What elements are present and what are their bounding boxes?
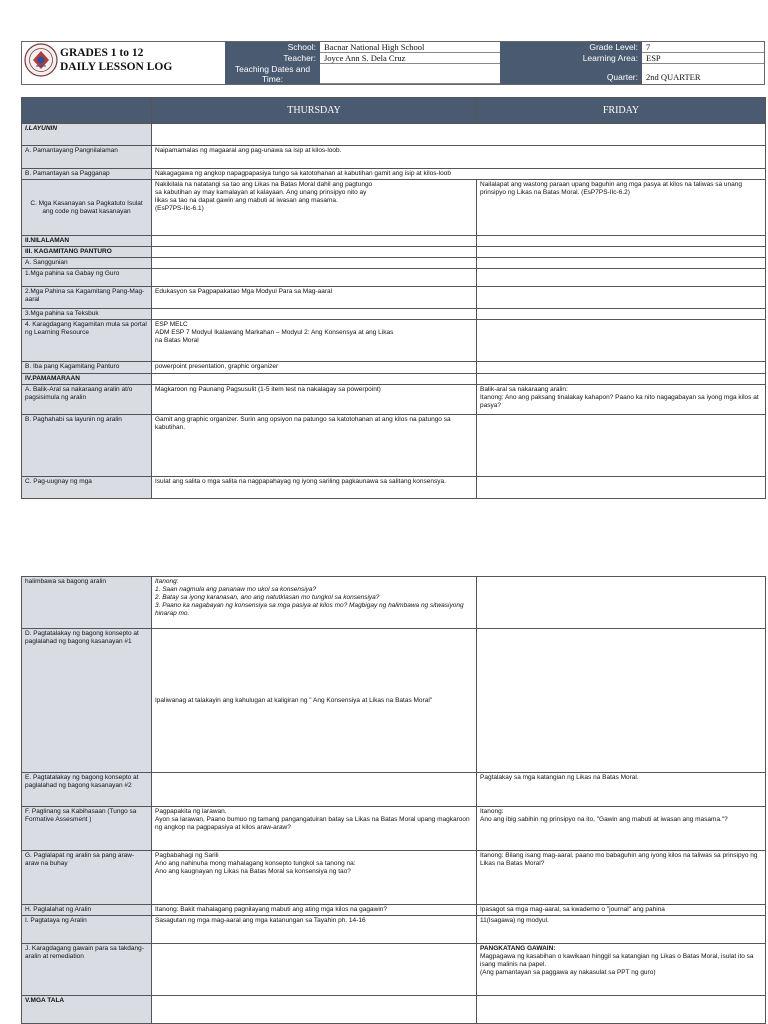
row-j-label: J. Karagdagang gawain para sa takdang-aralin at remediation bbox=[22, 944, 152, 996]
row-nilalaman: II.NILALAMAN bbox=[22, 236, 152, 247]
teacher-value: Joyce Ann S. Dela Cruz bbox=[320, 53, 500, 64]
cell-empty bbox=[477, 258, 766, 269]
corner-cell bbox=[22, 98, 152, 124]
cell-empty bbox=[477, 269, 766, 287]
row-c-label: C. Mga Kasanayan sa Pagkatuto Isulat ang code ng bawat kasanayan bbox=[22, 180, 152, 236]
cell-empty bbox=[477, 577, 766, 629]
grade-label: Grade Level: bbox=[589, 42, 638, 52]
cell-s4-thu: ESP MELC ADM ESP 7 Modyul Ikalawang Markahan – Modyul 2: Ang Konsensya at ang Likas na Batas Moral bbox=[152, 320, 477, 362]
lesson-table-page1 bbox=[21, 97, 766, 499]
cell-empty bbox=[152, 944, 477, 996]
cell-empty bbox=[477, 629, 766, 773]
cell-empty bbox=[477, 415, 766, 477]
dates-value bbox=[320, 64, 500, 84]
row-bb-label: B. Iba pang Kagamitang Panturo bbox=[22, 362, 152, 374]
cell-empty bbox=[152, 996, 477, 1024]
dates-label: Teaching Dates and Time: bbox=[225, 64, 320, 84]
cell-bb-thu: powerpoint presentation, graphic organizer bbox=[152, 362, 477, 374]
cell-d-thu: Ipaliwanag at talakayin ang kahulugan at kaligiran ng " Ang Konsensiya at Likas na Batas Moral" bbox=[152, 629, 477, 773]
cell-empty bbox=[477, 236, 766, 247]
cell-empty bbox=[152, 773, 477, 807]
cell-empty bbox=[152, 258, 477, 269]
title-dll: DAILY LESSON LOG bbox=[60, 61, 173, 73]
row-pb-label: B. Paghahabi sa layunin ng aralin bbox=[22, 415, 152, 477]
deped-seal-icon bbox=[24, 43, 58, 77]
quarter-value: 2nd QUARTER bbox=[646, 72, 701, 82]
row-b-label: B. Pamantayan sa Pagganap bbox=[22, 169, 152, 180]
cell-layunin bbox=[152, 124, 766, 146]
cell-h-thu: Itanong: Bakit mahalagang pagnilayang mabuti ang ating mga kilos na gagawin? bbox=[152, 905, 477, 916]
cell-s2-thu: Edukasyon sa Pagpapakatao Mga Modyul Para sa Mag-aaral bbox=[152, 287, 477, 309]
cell-i-thu: Sasagutan ng mga mag-aaral ang mga katanungan sa Tayahin ph. 14-16 bbox=[152, 916, 477, 944]
row-kagamitan: III. KAGAMITANG PANTURO bbox=[22, 247, 152, 258]
cell-empty bbox=[477, 247, 766, 258]
school-value: Bacnar National High School bbox=[320, 42, 500, 53]
cell-empty bbox=[152, 309, 477, 320]
cell-pa-thu: Magkaroon ng Paunang Pagsusulit (1-5 item test na nakalagay sa powerpoint) bbox=[152, 385, 477, 415]
row-s2-label: 2.Mga Pahina sa Kagamitang Pang-Mag-aaral bbox=[22, 287, 152, 309]
cell-g-thu: Pagbabahagi ng Sarili Ano ang nahinuha mong mahalagang konsepto tungkol sa tanong na: Ano ang kaugnayan ng Likas na Batas Moral sa konsensiya ng tao? bbox=[152, 851, 477, 905]
lesson-table-page2 bbox=[21, 576, 766, 1024]
row-s1-label: 1.Mga pahina sa Gabay ng Guro bbox=[22, 269, 152, 287]
cell-cont-thu: Itanong: 1. Saan nagmula ang pananaw mo ukol sa konsensiya? 2. Batay sa iyong karanasan, ano ang natutklasan mo tungkol sa konsensiya? 3. Paano ka nagabayan ng konsensiya sa mga pasiya at kilos mo? Magbigay ng halimbawa ng sitwasiyong hinarap mo. bbox=[152, 577, 477, 629]
cell-f-fri: Itanong: Ano ang ibig sabihin ng prinsipyo na ito, "Gawin ang mabuti at iwasan ang masama."? bbox=[477, 807, 766, 851]
quarter-label: Quarter: bbox=[606, 72, 638, 82]
row-tala: V.MGA TALA bbox=[22, 996, 152, 1024]
row-d-label: D. Pagtatalakay ng bagong konsepto at paglalahad ng bagong kasanayan #1 bbox=[22, 629, 152, 773]
row-sanggunian: A. Sanggunian bbox=[22, 258, 152, 269]
cell-empty bbox=[477, 477, 766, 499]
row-layunin: I.LAYUNIN bbox=[22, 124, 152, 146]
row-cont-label: halimbawa sa bagong aralin bbox=[22, 577, 152, 629]
j-fri-body: Magpagawa ng kasabihan o kawikaan hinggil sa katangian ng Likas o Batas Moral, isulat ito sa isang malinis na papel. (Ang pamantayan sa paggawa ay nakasulat sa PPT ng guro) bbox=[480, 953, 754, 976]
col-thursday: THURSDAY bbox=[152, 98, 477, 124]
cell-empty bbox=[477, 287, 766, 309]
school-label: School: bbox=[225, 42, 320, 53]
cell-g-fri: Itanong: Bilang isang mag-aaral, paano mo babaguhin ang iyong kilos na taliwas sa prinsipyo ng Likas na Batas Moral? bbox=[477, 851, 766, 905]
cell-empty bbox=[477, 374, 766, 385]
cell-pa-fri: Balik-aral sa nakaraang aralin: Itanong: Ano ang paksang tinalakay kahapon? Paano ka nito nagagabayan sa iyong mga kilos at pasya? bbox=[477, 385, 766, 415]
cell-empty bbox=[477, 362, 766, 374]
cell-empty bbox=[477, 320, 766, 362]
cell-empty bbox=[152, 236, 477, 247]
cell-f-thu: Pagpapakita ng larawan. Ayon sa larawan, Paano bumuo ng tamang pangangatuiran batay sa Likas na Batas Moral upang magkaroon ng angkop na pagpapasiya at kilos araw-araw? bbox=[152, 807, 477, 851]
row-pc-label: C. Pag-uugnay ng mga bbox=[22, 477, 152, 499]
row-s4-label: 4. Karagdagang Kagamitan mula sa portal ng Learning Resource bbox=[22, 320, 152, 362]
cell-j-fri bbox=[477, 944, 766, 996]
cell-e-fri: Pagtalakay sa mga katangian ng Likas na Batas Moral. bbox=[477, 773, 766, 807]
cell-i-fri: 11(Isagawa) ng modyul. bbox=[477, 916, 766, 944]
cell-pb-thu: Gamit ang graphic organizer. Surin ang opsiyon na patungo sa katotohanan at ang kilos na patungo sa kabutihan. bbox=[152, 415, 477, 477]
col-friday: FRIDAY bbox=[477, 98, 766, 124]
row-s3-label: 3.Mga pahina sa Teksbuk bbox=[22, 309, 152, 320]
cell-empty bbox=[477, 309, 766, 320]
row-pamamaraan: IV.PAMAMARAAN bbox=[22, 374, 152, 385]
cell-b-thu: Nakagagawa ng angkop napagpapasiya tungo sa katotohanan at kabutihan gamit ang isip at kilos-loob bbox=[152, 169, 766, 180]
cell-empty bbox=[152, 374, 477, 385]
j-fri-title: PANGKATANG GAWAIN: bbox=[480, 945, 556, 952]
area-value: ESP bbox=[642, 53, 764, 64]
cell-c-thu: Nakikilala na natatangi sa tao ang Likas na Batas Moral dahil ang pagtungo sa kabutihan ay may kamalayan at kalayaan. Ang unang prinsipyo nito ay likas sa tao na dapat gawin ang mabuti at iwasan ang masama. (EsP7PS-IIc-6.1) bbox=[152, 180, 477, 236]
title-grades: GRADES 1 to 12 bbox=[60, 47, 144, 59]
cell-empty bbox=[152, 269, 477, 287]
grade-value: 7 bbox=[642, 42, 764, 53]
cell-c-fri: Nailalapat ang wastong paraan upang baguhin ang mga pasya at kilos na taliwas sa unang prinsipyo ng Likas na Batas Moral. (EsP7PS-IIc-6.2) bbox=[477, 180, 766, 236]
row-a-label: A. Pamantayang Pangnilalaman bbox=[22, 146, 152, 169]
row-h-label: H. Paglalahat ng Aralin bbox=[22, 905, 152, 916]
area-label: Learning Area: bbox=[582, 53, 638, 63]
cell-empty bbox=[152, 247, 477, 258]
row-pa-label: A. Balik-Aral sa nakaraang aralin at/o pagsisimula ng aralin bbox=[22, 385, 152, 415]
row-i-label: I. Pagtataya ng Aralin bbox=[22, 916, 152, 944]
cell-pc-thu: Isulat ang salita o mga salita na nagpapahayag ng iyong sariling pagkaunawa sa salitang konsensya. bbox=[152, 477, 477, 499]
row-f-label: F. Paglinang sa Kabihasaan (Tungo sa Formative Assesment ) bbox=[22, 807, 152, 851]
row-g-label: G. Paglalapat ng aralin sa pang araw-araw na buhay bbox=[22, 851, 152, 905]
cell-a-thu: Naipamamalas ng magaaral ang pag-unawa sa isip at kilos-loob. bbox=[152, 146, 766, 169]
cell-h-fri: Ipasagot sa mga mag-aaral, sa kwaderno o "journal" ang pahina bbox=[477, 905, 766, 916]
row-e-label: E. Pagtatalakay ng bagong konsepto at paglalahad ng bagong kasanayan #2 bbox=[22, 773, 152, 807]
cell-empty bbox=[477, 996, 766, 1024]
teacher-label: Teacher: bbox=[225, 53, 320, 64]
